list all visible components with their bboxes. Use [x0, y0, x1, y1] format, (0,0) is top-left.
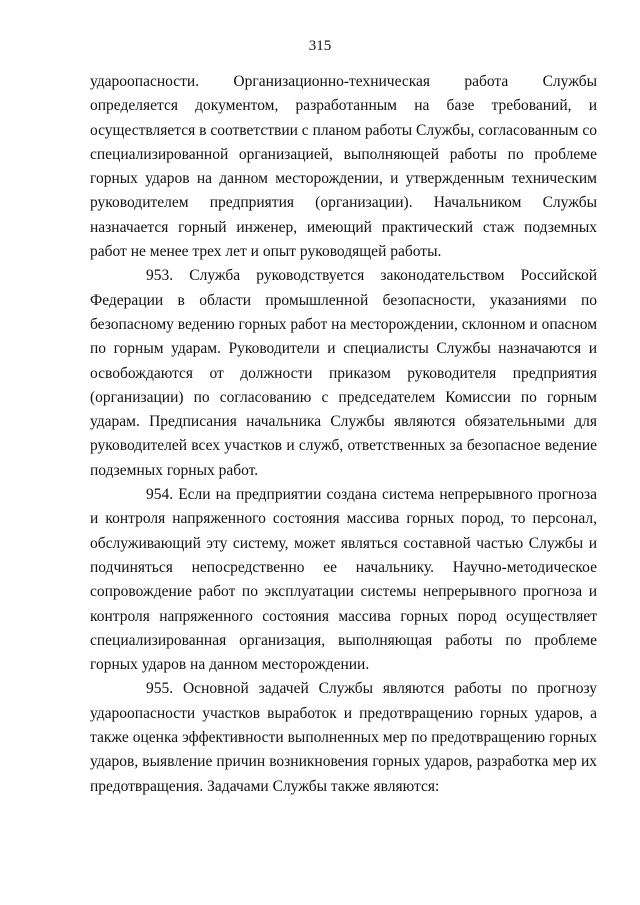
paragraph-continuation: удароопасности. Организационно-техническая работа Службы определяется документом, разработанным на базе требований, и осуществляется в соответствии с планом работы Службы, согласованным со специализированной организацией, выполняющей работы по проблеме горных ударов на данном месторождении, и утвержденным техническим руководителем предприятия (организации). Начальником Службы назначается горный инженер, имеющий практический стаж подземных работ не менее трех лет и опыт руководящей работы. — [90, 73, 597, 261]
page-number: 315 — [308, 38, 332, 54]
paragraph-954: 954. Если на предприятии создана система непрерывного прогноза и контроля напряженного состояния массива горных пород, то персонал, обслуживающий эту систему, может являться составной частью Службы и подчиняться непосредственно ее начальнику. Научно-методическое сопровождение работ по эксплуатации системы непрерывного прогноза и контроля напряженного состояния массива горных пород осуществляет специализированная организация, выполняющая работы по проблеме горных ударов на данном месторождении. — [90, 486, 597, 674]
document-body — [90, 70, 597, 799]
paragraph-953: 953. Служба руководствуется законодательством Российской Федерации в области промышленной безопасности, указаниями по безопасному ведению горных работ на месторождении, склонном и опасном по горным ударам. Руководители и специалисты Службы назначаются и освобождаются от должности приказом руководителя предприятия (организации) по согласованию с председателем Комиссии по горным ударам. Предписания начальника Службы являются обязательными для руководителей всех участков и служб, ответственных за безопасное ведение подземных горных работ. — [90, 267, 597, 479]
paragraph-955: 955. Основной задачей Службы являются работы по прогнозу удароопасности участков выработок и предотвращению горных ударов, а также оценка эффективности выполненных мер по предотвращению горных ударов, выявление причин возникновения горных ударов, разработка мер их предотвращения. Задачами Службы также являются: — [90, 680, 597, 795]
